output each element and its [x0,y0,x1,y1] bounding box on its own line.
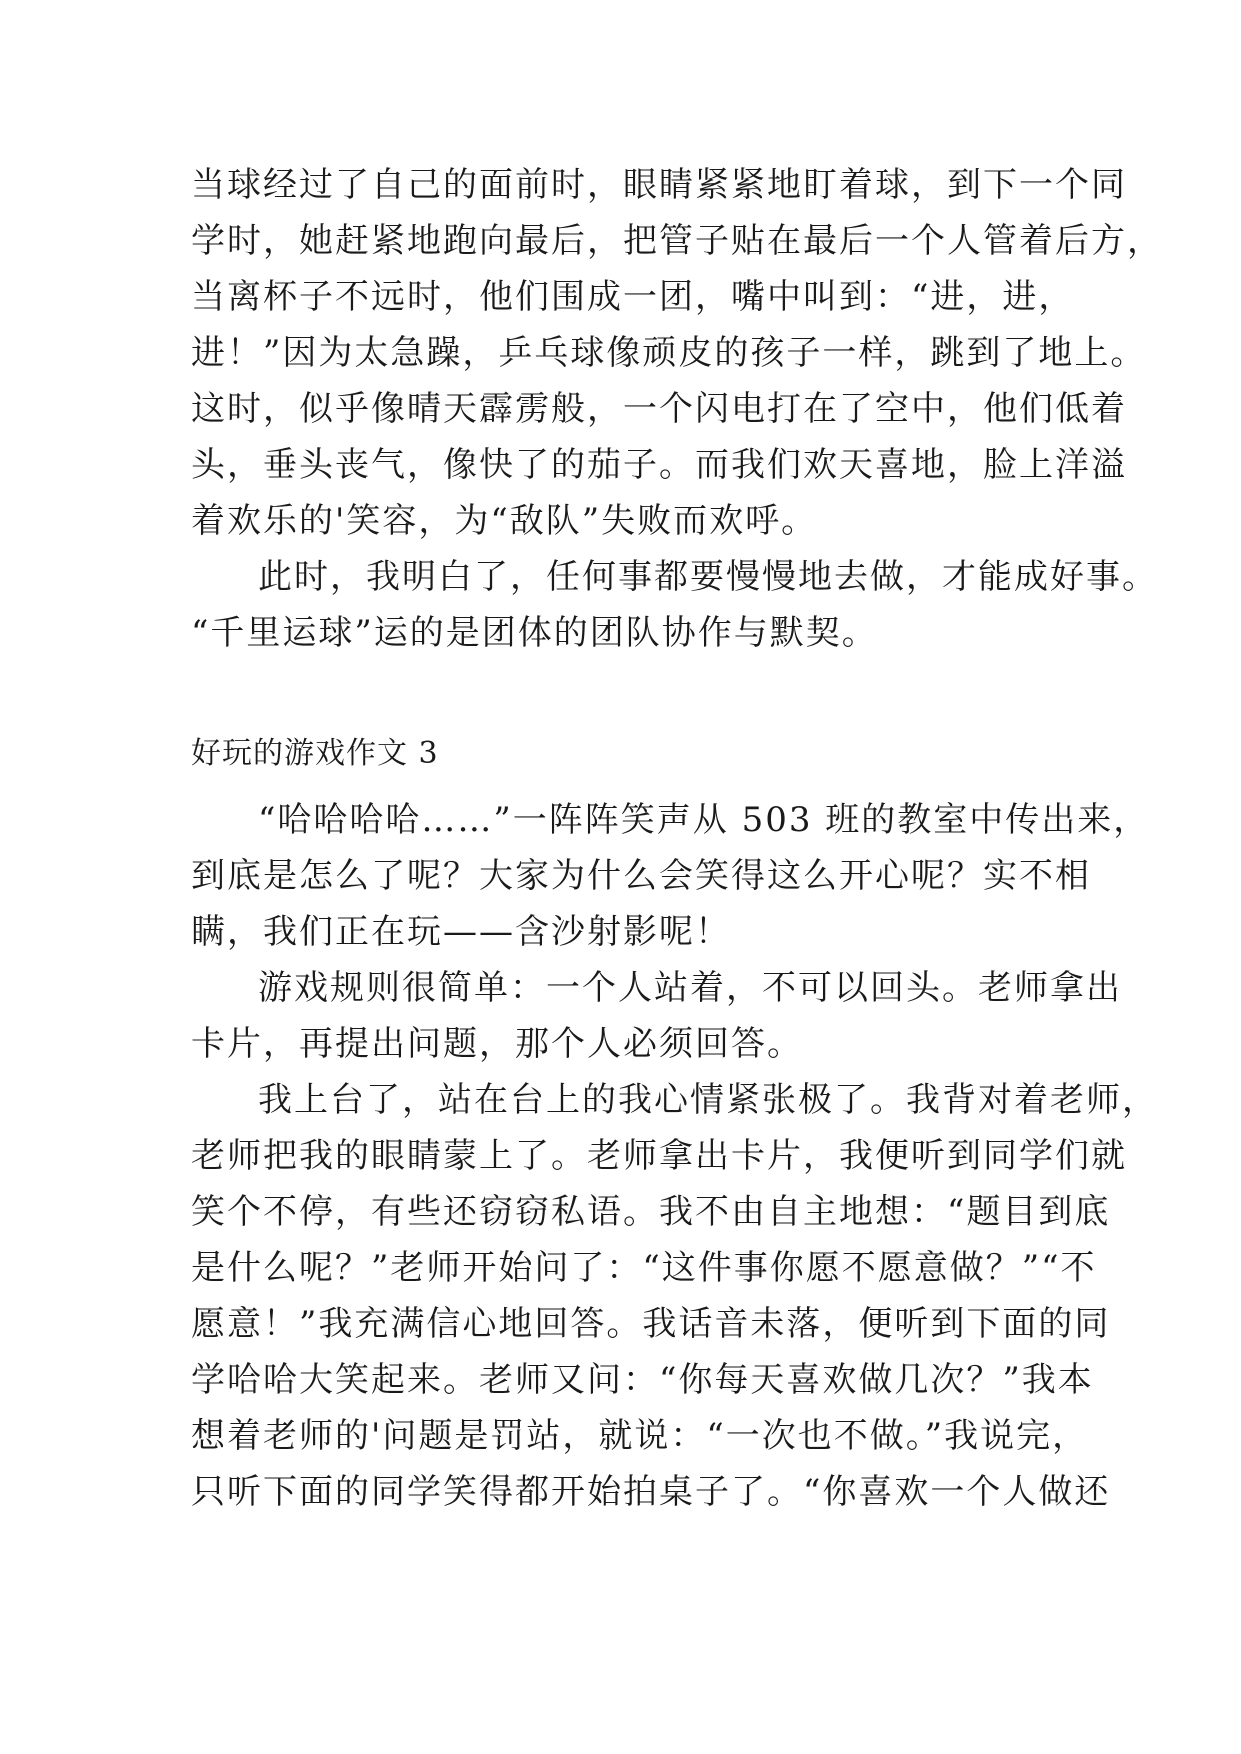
paragraph-line: “哈哈哈哈……”一阵阵笑声从 503 班的教室中传出来， [258,800,1150,840]
paragraph-line: 当球经过了自己的面前时，眼睛紧紧地盯着球，到下一个同 [191,165,1127,205]
paragraph-line: 着欢乐的'笑容，为“敌队”失败而欢呼。 [191,501,818,541]
paragraph-line: 游戏规则很简单：一个人站着，不可以回头。老师拿出 [258,968,1122,1008]
paragraph-line: 头，垂头丧气，像快了的茄子。而我们欢天喜地，脸上洋溢 [191,445,1127,485]
paragraph-line: “千里运球”运的是团体的团队协作与默契。 [191,613,878,653]
paragraph-line: 愿意！”我充满信心地回答。我话音未落，便听到下面的同 [191,1304,1111,1344]
paragraph-line: 瞒，我们正在玩——含沙射影呢！ [191,912,731,952]
paragraph-line: 进！”因为太急躁，乒乓球像顽皮的孩子一样，跳到了地上。 [191,333,1147,373]
paragraph-line: 老师把我的眼睛蒙上了。老师拿出卡片，我便听到同学们就 [191,1136,1127,1176]
paragraph-line: 到底是怎么了呢？大家为什么会笑得这么开心呢？实不相 [191,856,1091,896]
paragraph-line: 学时，她赶紧地跑向最后，把管子贴在最后一个人管着后方， [191,221,1163,261]
paragraph-line: 当离杯子不远时，他们围成一团，嘴中叫到：“进，进， [191,277,1075,317]
paragraph-line: 学哈哈大笑起来。老师又问：“你每天喜欢做几次？”我本 [191,1360,1094,1400]
paragraph-line: 想着老师的'问题是罚站，就说：“一次也不做。”我说完， [191,1416,1089,1456]
paragraph-line: 我上台了，站在台上的我心情紧张极了。我背对着老师， [258,1080,1158,1120]
paragraph-line: 这时，似乎像晴天霹雳般，一个闪电打在了空中，他们低着 [191,389,1127,429]
section-heading: 好玩的游戏作文 3 [191,736,439,771]
paragraph-line: 只听下面的同学笑得都开始拍桌子了。“你喜欢一个人做还 [191,1472,1111,1512]
paragraph-line: 卡片，再提出问题，那个人必须回答。 [191,1024,803,1064]
paragraph-line: 是什么呢？”老师开始问了：“这件事你愿不愿意做？”“不 [191,1248,1097,1288]
paragraph-line: 此时，我明白了，任何事都要慢慢地去做，才能成好事。 [258,557,1158,597]
paragraph-line: 笑个不停，有些还窃窃私语。我不由自主地想：“题目到底 [191,1192,1111,1232]
